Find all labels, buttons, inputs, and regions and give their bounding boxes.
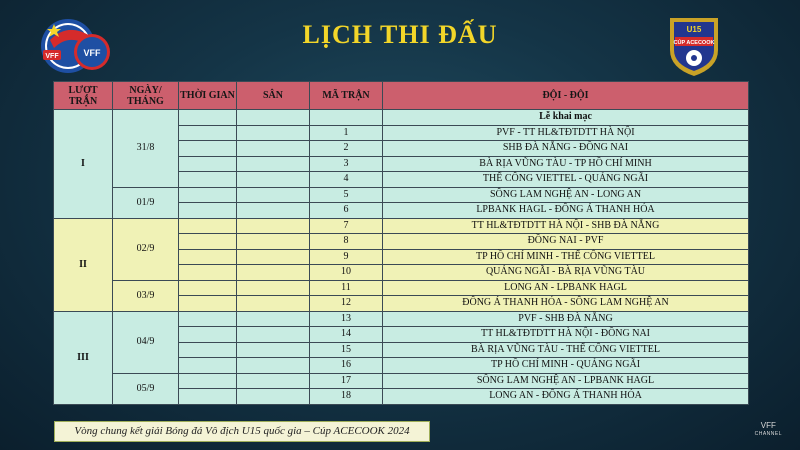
match-no-cell: 8 xyxy=(310,234,383,250)
match-no-cell: 14 xyxy=(310,327,383,343)
time-cell xyxy=(179,172,237,188)
header-date: NGÀY/ THÁNG xyxy=(113,82,179,110)
header-match-no: MÃ TRẬN xyxy=(310,82,383,110)
teams-cell: BÀ RỊA VŨNG TÀU - TP HỒ CHÍ MINH xyxy=(383,156,749,172)
teams-cell: SHB ĐÀ NẴNG - ĐỒNG NAI xyxy=(383,141,749,157)
time-cell xyxy=(179,311,237,327)
teams-cell: PVF - TT HL&TĐTDTT HÀ NỘI xyxy=(383,125,749,141)
date-cell: 05/9 xyxy=(113,373,179,404)
venue-cell xyxy=(237,187,310,203)
time-cell xyxy=(179,156,237,172)
venue-cell xyxy=(237,389,310,405)
svg-text:U15: U15 xyxy=(686,25,702,34)
venue-cell xyxy=(237,203,310,219)
time-cell xyxy=(179,373,237,389)
round-cell: II xyxy=(54,218,113,311)
table-row xyxy=(54,311,749,327)
match-no-cell: 10 xyxy=(310,265,383,281)
time-cell xyxy=(179,234,237,250)
match-no-cell xyxy=(310,110,383,126)
teams-cell: PVF - SHB ĐÀ NẴNG xyxy=(383,311,749,327)
time-cell xyxy=(179,327,237,343)
venue-cell xyxy=(237,342,310,358)
teams-cell: LONG AN - ĐÔNG Á THANH HÓA xyxy=(383,389,749,405)
venue-cell xyxy=(237,296,310,312)
match-no-cell: 18 xyxy=(310,389,383,405)
page-title: LỊCH THI ĐẤU xyxy=(302,20,498,49)
time-cell xyxy=(179,125,237,141)
footer-caption: Vòng chung kết giải Bóng đá Vô địch U15 quốc gia – Cúp ACECOOK 2024 xyxy=(54,421,430,442)
header-venue: SÂN xyxy=(237,82,310,110)
time-cell xyxy=(179,203,237,219)
time-cell xyxy=(179,265,237,281)
venue-cell xyxy=(237,249,310,265)
match-no-cell: 1 xyxy=(310,125,383,141)
teams-cell: THỂ CÔNG VIETTEL - QUẢNG NGÃI xyxy=(383,172,749,188)
teams-cell: Lễ khai mạc xyxy=(383,110,749,126)
date-cell: 02/9 xyxy=(113,218,179,280)
teams-cell: BÀ RỊA VŨNG TÀU - THỂ CÔNG VIETTEL xyxy=(383,342,749,358)
match-no-cell: 12 xyxy=(310,296,383,312)
venue-cell xyxy=(237,234,310,250)
date-cell: 03/9 xyxy=(113,280,179,311)
date-cell: 31/8 xyxy=(113,110,179,188)
time-cell xyxy=(179,141,237,157)
table-header-row xyxy=(54,82,749,110)
teams-cell: QUẢNG NGÃI - BÀ RỊA VŨNG TÀU xyxy=(383,265,749,281)
watermark-sub: CHANNEL xyxy=(754,431,782,437)
date-cell: 01/9 xyxy=(113,187,179,218)
teams-cell: TP HỒ CHÍ MINH - THỂ CÔNG VIETTEL xyxy=(383,249,749,265)
header-round: LƯỢT TRẬN xyxy=(54,82,113,110)
match-no-cell: 6 xyxy=(310,203,383,219)
match-no-cell: 5 xyxy=(310,187,383,203)
table-row xyxy=(54,218,749,234)
teams-cell: TT HL&TĐTDTT HÀ NỘI - SHB ĐÀ NẴNG xyxy=(383,218,749,234)
teams-cell: TP HỒ CHÍ MINH - QUẢNG NGÃI xyxy=(383,358,749,374)
teams-cell: LONG AN - LPBANK HAGL xyxy=(383,280,749,296)
teams-cell: LPBANK HAGL - ĐÔNG Á THANH HÓA xyxy=(383,203,749,219)
time-cell xyxy=(179,342,237,358)
time-cell xyxy=(179,187,237,203)
match-no-cell: 11 xyxy=(310,280,383,296)
header-time: THỜI GIAN xyxy=(179,82,237,110)
venue-cell xyxy=(237,265,310,281)
svg-text:VFF: VFF xyxy=(83,48,101,58)
match-schedule-table xyxy=(53,81,749,405)
time-cell xyxy=(179,249,237,265)
teams-cell: TT HL&TĐTDTT HÀ NỘI - ĐỒNG NAI xyxy=(383,327,749,343)
venue-cell xyxy=(237,141,310,157)
time-cell xyxy=(179,389,237,405)
round-cell: I xyxy=(54,110,113,219)
teams-cell: ĐÔNG Á THANH HÓA - SÔNG LAM NGHỆ AN xyxy=(383,296,749,312)
header-teams: ĐỘI - ĐỘI xyxy=(383,82,749,110)
venue-cell xyxy=(237,172,310,188)
venue-cell xyxy=(237,110,310,126)
venue-cell xyxy=(237,327,310,343)
time-cell xyxy=(179,110,237,126)
venue-cell xyxy=(237,156,310,172)
match-no-cell: 4 xyxy=(310,172,383,188)
teams-cell: SÔNG LAM NGHỆ AN - LONG AN xyxy=(383,187,749,203)
watermark-name: VFF xyxy=(760,421,776,430)
match-no-cell: 2 xyxy=(310,141,383,157)
table-row xyxy=(54,280,749,296)
svg-text:VFF: VFF xyxy=(45,53,59,60)
venue-cell xyxy=(237,280,310,296)
time-cell xyxy=(179,218,237,234)
match-no-cell: 13 xyxy=(310,311,383,327)
time-cell xyxy=(179,296,237,312)
match-no-cell: 7 xyxy=(310,218,383,234)
table-row xyxy=(54,110,749,126)
time-cell xyxy=(179,358,237,374)
date-cell: 04/9 xyxy=(113,311,179,373)
match-no-cell: 16 xyxy=(310,358,383,374)
time-cell xyxy=(179,280,237,296)
match-no-cell: 9 xyxy=(310,249,383,265)
venue-cell xyxy=(237,311,310,327)
venue-cell xyxy=(237,218,310,234)
svg-text:CÚP ACECOOK: CÚP ACECOOK xyxy=(673,40,715,46)
table-row xyxy=(54,373,749,389)
table-row xyxy=(54,187,749,203)
venue-cell xyxy=(237,373,310,389)
match-no-cell: 3 xyxy=(310,156,383,172)
teams-cell: SÔNG LAM NGHỆ AN - LPBANK HAGL xyxy=(383,373,749,389)
venue-cell xyxy=(237,358,310,374)
vff-channel-watermark xyxy=(755,422,782,438)
match-no-cell: 15 xyxy=(310,342,383,358)
teams-cell: ĐỒNG NAI - PVF xyxy=(383,234,749,250)
match-no-cell: 17 xyxy=(310,373,383,389)
round-cell: III xyxy=(54,311,113,404)
venue-cell xyxy=(237,125,310,141)
